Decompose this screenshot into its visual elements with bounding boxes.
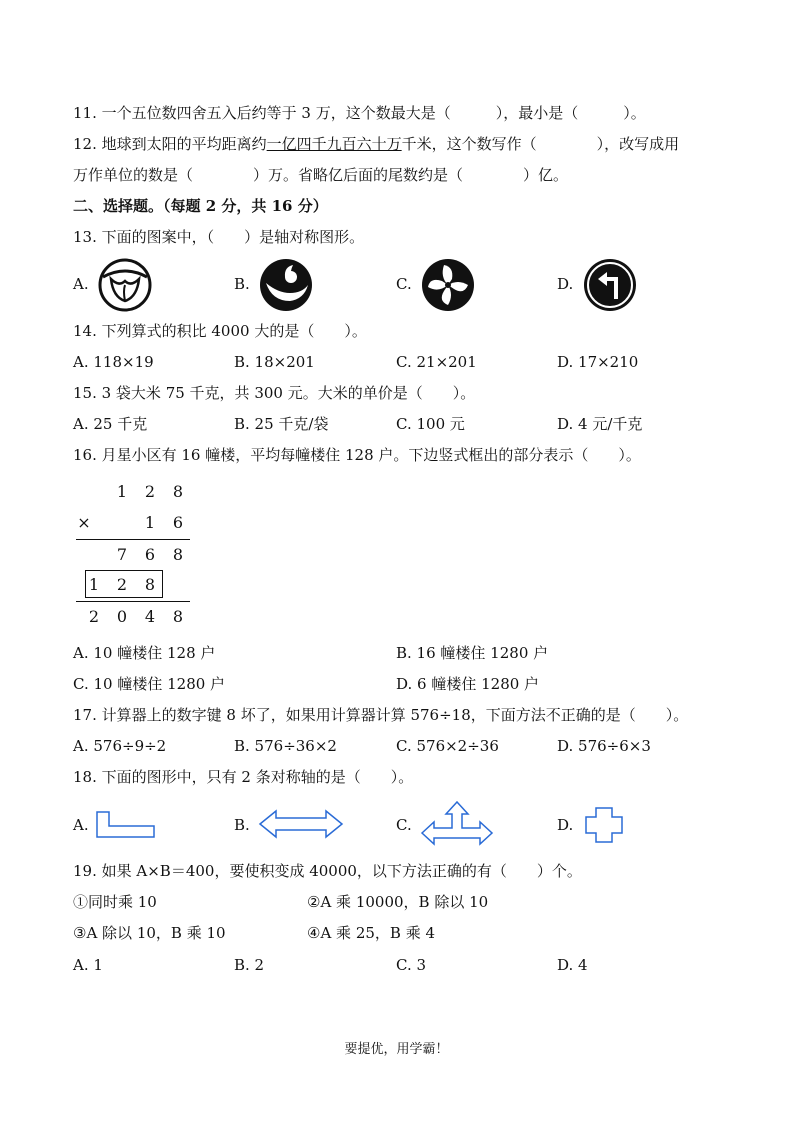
q15-option-c: C. 100 元 — [396, 415, 465, 433]
q14-option-c: C. 21×201 — [396, 353, 477, 371]
question-15: 15. 3 袋大米 75 千克，共 300 元。大米的单价是（ ）。 — [73, 384, 476, 402]
q12-suffix: 千米，这个数写作（ ），改写成用 — [401, 135, 680, 153]
vm-digit: 2 — [88, 607, 100, 626]
q15-option-b: B. 25 千克/袋 — [234, 415, 329, 433]
q13-option-d: D. — [557, 275, 574, 293]
q13-option-a: A. — [73, 275, 89, 293]
q19-option-b: B. 2 — [234, 956, 265, 974]
q15-option-d: D. 4 元/千克 — [557, 415, 643, 433]
q16-option-c: C. 10 幢楼住 1280 户 — [73, 675, 226, 693]
q17-option-c: C. 576×2÷36 — [396, 737, 499, 755]
q16-option-b: B. 16 幢楼住 1280 户 — [396, 644, 549, 662]
q15-option-a: A. 25 千克 — [73, 415, 148, 433]
q19-item-2: ②A 乘 10000，B 除以 10 — [307, 893, 489, 911]
q14-option-d: D. 17×210 — [557, 353, 639, 371]
question-12-line2: 万作单位的数是（ ）万。省略亿后面的尾数约是（ ）亿。 — [73, 166, 569, 184]
vm-digit: 8 — [172, 482, 184, 501]
vm-rule-line — [76, 539, 190, 540]
question-13: 13. 下面的图案中，（ ）是轴对称图形。 — [73, 228, 365, 246]
question-14: 14. 下列算式的积比 4000 大的是（ ）。 — [73, 322, 367, 340]
q18-option-d: D. — [557, 816, 574, 834]
q16-option-a: A. 10 幢楼住 128 户 — [73, 644, 216, 662]
q16-option-d: D. 6 幢楼住 1280 户 — [396, 675, 540, 693]
q19-option-a: A. 1 — [73, 956, 103, 974]
q14-option-a: A. 118×19 — [73, 353, 154, 371]
three-way-arrow-icon — [420, 800, 494, 846]
q18-option-a: A. — [73, 816, 89, 834]
water-drop-circle-icon — [258, 257, 314, 313]
tulip-circle-icon — [97, 257, 153, 313]
vm-digit: 2 — [116, 575, 128, 594]
cross-shape-icon — [584, 806, 624, 844]
vm-digit: 8 — [172, 607, 184, 626]
question-12-line1 — [73, 134, 679, 154]
l-shape-icon — [96, 810, 156, 840]
q17-option-d: D. 576÷6×3 — [557, 737, 651, 755]
q14-option-b: B. 18×201 — [234, 353, 315, 371]
question-17: 17. 计算器上的数字键 8 坏了，如果用计算器计算 576÷18，下面方法不正确的是（ ）。 — [73, 706, 689, 724]
q19-item-1: ①同时乘 10 — [73, 893, 157, 911]
bauhinia-flower-icon — [420, 257, 476, 313]
q19-item-3: ③A 除以 10，B 乘 10 — [73, 924, 226, 942]
q19-item-4: ④A 乘 25，B 乘 4 — [307, 924, 436, 942]
double-arrow-icon — [258, 808, 344, 840]
q12-prefix: 12. 地球到太阳的平均距离约 — [73, 135, 267, 153]
section-title-choice: 二、选择题。（每题 2 分，共 16 分） — [73, 197, 328, 215]
vm-digit: 2 — [144, 482, 156, 501]
vm-digit: 1 — [88, 575, 100, 594]
q17-option-b: B. 576÷36×2 — [234, 737, 337, 755]
q13-option-b: B. — [234, 275, 250, 293]
q19-option-d: D. 4 — [557, 956, 588, 974]
vm-digit: 1 — [116, 482, 128, 501]
page-footer: 要提优，用学霸！ — [344, 1042, 449, 1057]
q18-option-b: B. — [234, 816, 250, 834]
q12-underlined-number: 一亿四千九百六十万 — [266, 135, 402, 153]
question-19: 19. 如果 A×B＝400，要使积变成 40000，以下方法正确的有（ ）个。 — [73, 862, 582, 880]
vm-digit: 8 — [144, 575, 156, 594]
q17-option-a: A. 576÷9÷2 — [73, 737, 167, 755]
q13-option-c: C. — [396, 275, 412, 293]
vm-digit: 7 — [116, 545, 128, 564]
vm-digit: 4 — [144, 607, 156, 626]
q18-option-c: C. — [396, 816, 412, 834]
vm-rule-line — [76, 601, 190, 602]
vm-digit: 6 — [144, 545, 156, 564]
vm-digit: 0 — [116, 607, 128, 626]
vm-times-sign: × — [77, 513, 91, 532]
vm-digit: 6 — [172, 513, 184, 532]
question-16: 16. 月星小区有 16 幢楼，平均每幢楼住 128 户。下边竖式框出的部分表示（ ）。 — [73, 446, 641, 464]
left-turn-sign-icon — [582, 257, 638, 313]
question-18: 18. 下面的图形中，只有 2 条对称轴的是（ ）。 — [73, 768, 414, 786]
vm-digit: 1 — [144, 513, 156, 532]
question-11: 11. 一个五位数四舍五入后约等于 3 万，这个数最大是（ ），最小是（ ）。 — [73, 104, 646, 122]
vm-digit: 8 — [172, 545, 184, 564]
q19-option-c: C. 3 — [396, 956, 427, 974]
